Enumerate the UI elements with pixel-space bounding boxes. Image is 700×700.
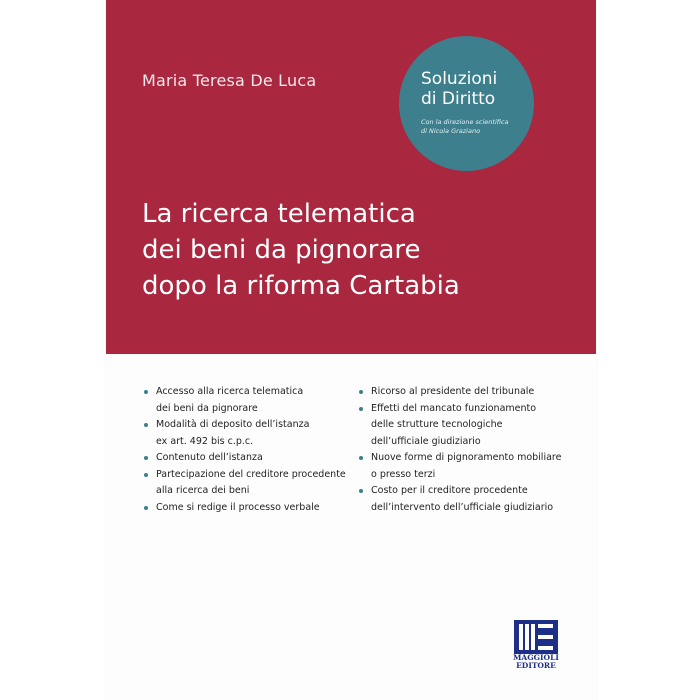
topics-list-left (144, 384, 344, 516)
author-name: Maria Teresa De Luca (142, 71, 317, 90)
publisher-name: MAGGIOLI EDITORE (513, 653, 559, 670)
list-item: Come si redige il processo verbale (144, 500, 344, 517)
series-title: Soluzioni di Diritto (421, 69, 498, 109)
book-title: La ricerca telematica dei beni da pignorare dopo la riforma Cartabia (142, 199, 460, 301)
series-badge (399, 36, 534, 171)
list-item: Costo per il creditore procedente dell’intervento dell’ufficiale giudiziario (359, 483, 569, 516)
list-item: Nuove forme di pignoramento mobiliare o presso terzi (359, 450, 569, 483)
cover-title-panel (106, 0, 596, 354)
list-item: Effetti del mancato funzionamento delle strutture tecnologiche dell’ufficiale giudiziario (359, 401, 569, 451)
series-subtitle: Con la direzione scientifica di Nicola Graziano (421, 118, 509, 135)
book-cover (106, 0, 596, 700)
topics-list-right (359, 384, 569, 516)
list-item: Partecipazione del creditore procedente alla ricerca dei beni (144, 467, 344, 500)
list-item: Contenuto dell’istanza (144, 450, 344, 467)
publisher-logo-icon (514, 620, 558, 654)
list-item: Accesso alla ricerca telematica dei beni da pignorare (144, 384, 344, 417)
list-item: Modalità di deposito dell’istanza ex art. 492 bis c.p.c. (144, 417, 344, 450)
list-item: Ricorso al presidente del tribunale (359, 384, 569, 401)
